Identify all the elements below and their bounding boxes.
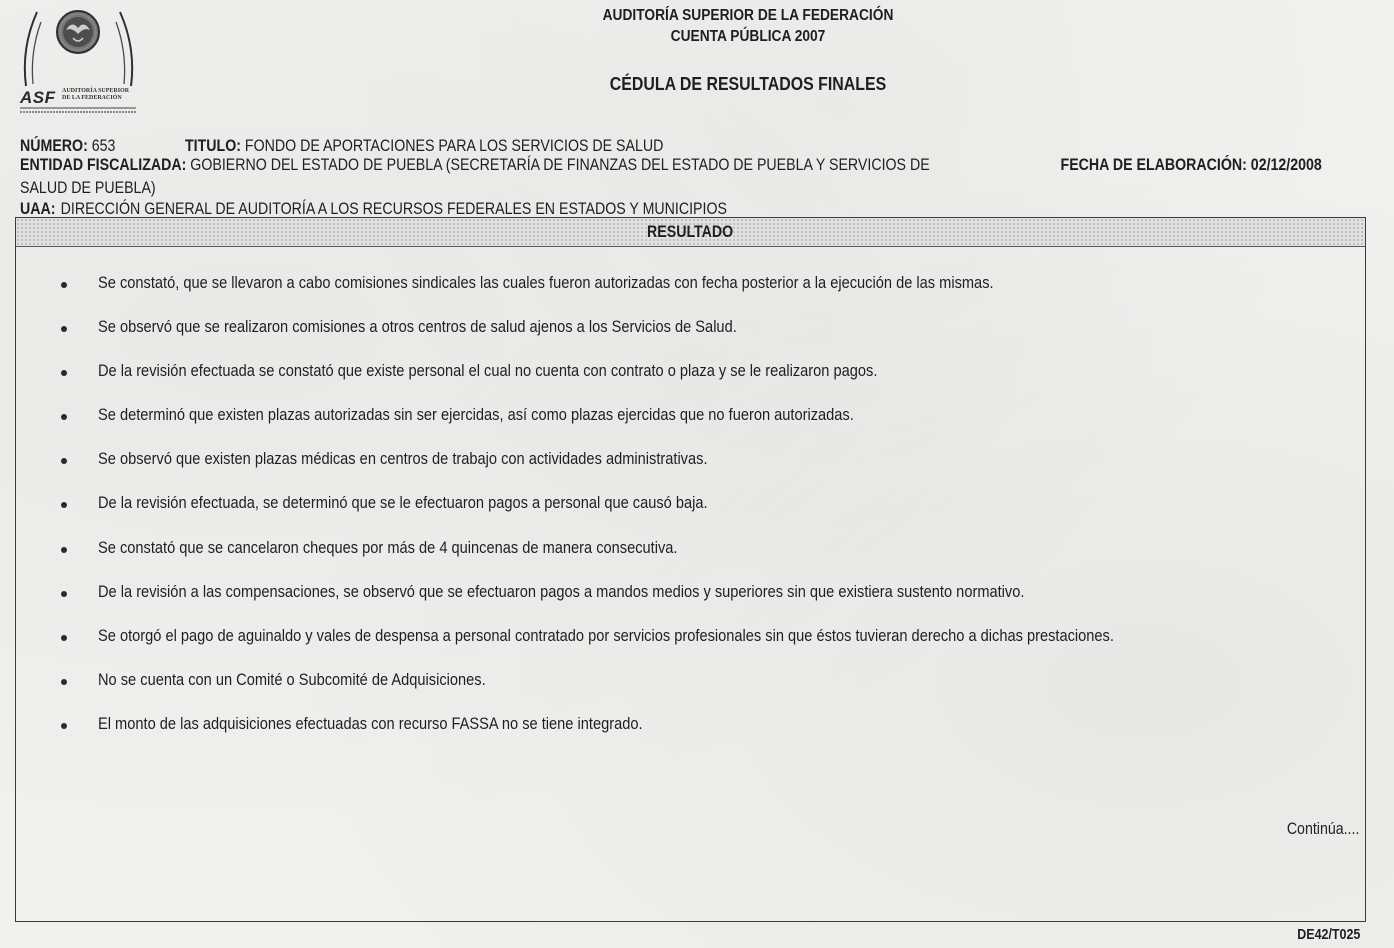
logo-left-frame-inner	[32, 22, 41, 84]
titulo-line	[185, 136, 663, 156]
bullet-icon	[61, 547, 67, 553]
logo-name-line-2: DE LA FEDERACIÓN	[62, 95, 122, 101]
result-text: No se cuenta con un Comité o Subcomité de Adquisiciones.	[98, 669, 486, 689]
result-item	[0, 626, 1360, 670]
results-header	[16, 218, 1365, 247]
uaa-label: UAA:	[20, 200, 56, 218]
result-item	[0, 273, 1360, 317]
result-text: Se observó que se realizaron comisiones a otros centros de salud ajenos a los Servicios de Salud.	[98, 317, 737, 337]
uaa-value: DIRECCIÓN GENERAL DE AUDITORÍA A LOS RECURSOS FEDERALES EN ESTADOS Y MUNICIPIOS	[60, 200, 727, 218]
bullet-icon	[61, 591, 67, 597]
logo-acronym: ASF	[20, 88, 56, 107]
result-text: De la revisión efectuada se constató que existe personal el cual no cuenta con contrato o plaza y se le realizaron pagos.	[98, 361, 878, 381]
result-item	[0, 361, 1360, 405]
uaa-line	[20, 199, 727, 219]
result-item	[0, 582, 1360, 626]
entidad-line	[20, 155, 930, 175]
result-item	[0, 670, 1360, 714]
numero-value: 653	[91, 137, 116, 155]
result-item	[0, 449, 1360, 493]
bullet-icon	[61, 370, 67, 376]
bullet-icon	[61, 723, 67, 729]
result-item	[0, 317, 1360, 361]
bullet-icon	[61, 326, 67, 332]
result-text: De la revisión efectuada, se determinó que se le efectuaron pagos a personal que causó baja.	[98, 493, 708, 513]
seal-icon	[57, 11, 99, 53]
result-text: Se constató, que se llevaron a cabo comisiones sindicales las cuales fueron autorizadas con fecha posterior a la ejecución de las mismas.	[98, 273, 994, 292]
bullet-icon	[61, 414, 67, 420]
entidad-value-line-2: SALUD DE PUEBLA)	[20, 179, 156, 197]
result-text: Se observó que existen plazas médicas en centros de trabajo con actividades administrativas.	[98, 449, 708, 469]
bullet-icon	[61, 282, 67, 288]
bullet-icon	[61, 458, 67, 464]
fecha-value: 02/12/2008	[1250, 156, 1322, 174]
result-text: El monto de las adquisiciones efectuadas con recurso FASSA no se tiene integrado.	[98, 713, 643, 733]
fecha-line	[1061, 155, 1322, 175]
result-text: Se determinó que existen plazas autorizadas sin ser ejercidas, así como plazas ejercidas que no fueron autorizadas.	[98, 405, 854, 425]
logo-name-line-1: AUDITORÍA SUPERIOR	[62, 88, 130, 94]
logo-left-frame-outer	[25, 12, 37, 86]
logo-name	[62, 88, 129, 102]
entidad-label: ENTIDAD FISCALIZADA:	[20, 156, 187, 174]
numero-label: NÚMERO:	[20, 137, 88, 155]
result-item	[0, 493, 1360, 537]
document-title: CÉDULA DE RESULTADOS FINALES	[609, 73, 887, 94]
bullet-icon	[61, 635, 67, 641]
results-heading: RESULTADO	[647, 223, 734, 241]
result-item	[0, 405, 1360, 449]
institution-title: AUDITORÍA SUPERIOR DE LA FEDERACIÓN	[602, 7, 894, 24]
bullet-icon	[61, 679, 67, 685]
result-item	[0, 714, 1360, 758]
document-code: DE42/T025	[1296, 927, 1360, 943]
titulo-value: FONDO DE APORTACIONES PARA LOS SERVICIOS DE SALUD	[244, 137, 664, 155]
account-title: CUENTA PÚBLICA 2007	[670, 28, 826, 45]
logo-right-frame-outer	[120, 12, 132, 86]
logo-right-frame-inner	[116, 22, 125, 84]
result-text: Se otorgó el pago de aguinaldo y vales de despensa a personal contratado por servicios profesionales sin que éstos tuvieran derecho a dichas prestaciones.	[98, 625, 1114, 645]
result-text: Se constató que se cancelaron cheques por más de 4 quincenas de manera consecutiva.	[98, 537, 678, 557]
numero-line	[20, 136, 115, 156]
result-text: De la revisión a las compensaciones, se observó que se efectuaron pagos a mandos medios y superiores sin que existiera sustento normativo.	[98, 581, 1025, 601]
results-list	[0, 273, 1360, 758]
continues-note: Continúa....	[1286, 820, 1359, 838]
result-item	[0, 538, 1360, 582]
entidad-value-line-1: GOBIERNO DEL ESTADO DE PUEBLA (SECRETARÍA DE FINANZAS DEL ESTADO DE PUEBLA Y SERVICIOS DE	[190, 156, 930, 174]
fecha-label: FECHA DE ELABORACIÓN:	[1060, 156, 1248, 174]
titulo-label: TITULO:	[185, 137, 241, 155]
bullet-icon	[61, 502, 67, 508]
